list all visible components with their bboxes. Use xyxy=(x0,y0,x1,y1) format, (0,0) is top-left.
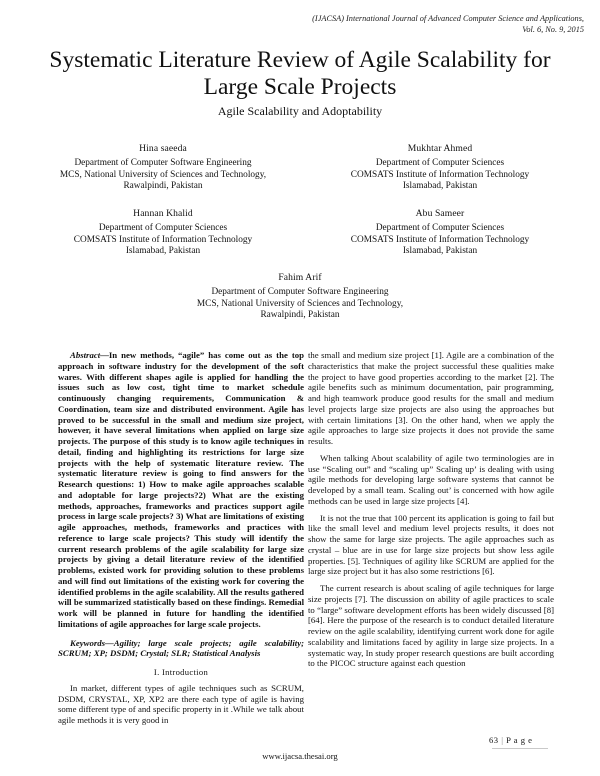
author-block xyxy=(322,208,558,257)
author-name: Abu Sameer xyxy=(415,208,465,219)
author-block xyxy=(45,208,281,257)
author-institution: MCS, National University of Sciences and Technology, xyxy=(59,169,267,180)
author-department: Department of Computer Sciences xyxy=(375,158,505,169)
body-paragraph: The current research is about scaling of agile techniques for large size projects [7]. The discussion on ability of agile practices to scale to “large” software development efforts has been widely discussed [8][64]. Here the purpose of the research is to conduct detailed literature review on the agile scalability, identifying current work done for agile scalability and limitations faced by agility in large size projects. In a systematic way, In study proper research questions are built according to the PICOC structure against each question xyxy=(308,583,554,669)
author-block xyxy=(150,272,450,321)
page-number xyxy=(489,735,532,745)
author-department: Department of Computer Software Engineering xyxy=(74,158,252,169)
journal-name: (IJACSA) International Journal of Advanced Computer Science and Applications, xyxy=(312,14,584,23)
author-institution: COMSATS Institute of Information Technology xyxy=(73,234,253,245)
abstract xyxy=(58,350,304,630)
page-separator: | xyxy=(501,735,504,745)
author-name: Hina saeeda xyxy=(139,143,187,154)
author-name: Fahim Arif xyxy=(278,272,322,283)
section-heading: I. Introduction xyxy=(153,667,209,677)
author-name: Hannan Khalid xyxy=(133,208,193,219)
author-department: Department of Computer Sciences xyxy=(375,223,505,234)
author-institution: COMSATS Institute of Information Technology xyxy=(350,169,530,180)
author-institution: MCS, National University of Sciences and Technology, xyxy=(196,298,404,309)
journal-url: www.ijacsa.thesai.org xyxy=(262,751,338,761)
paper-subtitle: Agile Scalability and Adoptability xyxy=(217,104,383,118)
author-block xyxy=(322,143,558,192)
page-word: P a g e xyxy=(506,735,533,745)
author-location: Rawalpindi, Pakistan xyxy=(260,309,340,320)
journal-header xyxy=(312,14,584,35)
intro-paragraph: In market, different types of agile techniques such as SCRUM, DSDM, CRYSTAL, XP, XP2 are there each type of agile is having some different type of and specific property in it .While we talk about agile methods it is very good in xyxy=(58,682,304,725)
author-block xyxy=(45,143,281,192)
footer-rule xyxy=(492,748,548,749)
left-column xyxy=(58,350,304,732)
body-paragraph: the small and medium size project [1]. Agile are a combination of the characteristics that make the project successful these qualities make the project to have good properties according to the market [2]. The agile benefits such as minimum documentation, pair programming, and high teamwork produce good results for the small and medium level projects large size projects are also using the approaches but with certain limitations [3]. On the other hand, when we apply the agile approaches to large size projects it does not provide the same results. xyxy=(308,350,554,446)
abstract-label: Abstract xyxy=(70,350,101,360)
author-location: Islamabad, Pakistan xyxy=(402,180,478,191)
author-name: Mukhtar Ahmed xyxy=(407,143,473,154)
journal-volume: Vol. 6, No. 9, 2015 xyxy=(522,24,584,34)
abstract-text: —In new methods, “agile” has come out as the top approach in software industry for the development of the soft wares. With different shapes agile is applied for handling the issues such as low cost, tight time to market schedule continuously changing requirements, Communication & Coordination, team size and distributed environment. Agile has proved to be successful in the small and medium size project, however, it have several limitations when applied on large size projects. The purpose of this study is to know agile techniques in detail, finding and highlighting its restrictions for large size projects with the help of systematic literature review. The systematic literature review is going to find answers for the Research questions: 1) How to make agile approaches scalable and adoptable for large projects?2) What are the existing methods, approaches, frameworks and practices support agile process in large scale projects? 3) What are limitations of existing agile approaches, methods, frameworks and practices with reference to large scale projects? This study will identify the current research problems of the agile scalability for large size projects by giving a detail literature review of the identified problems, existed work for providing solution to these problems and will find out limitations of the existing work for covering the identified problems in the agile scalability. All the results gathered will be summarized statistically based on these findings. Remedial work will be planned in future for handling the identified limitations of agile approaches for large scale projects. xyxy=(58,350,304,629)
body-paragraph: It is not the true that 100 percent its application is going to fail but like the small level and medium level projects results, it does not show the same for large size projects. The agile approaches such as crystal – blue are in use for large size projects but show less agile properties. [5]. Techniques of agility like SCRUM are applied for the large size project but it has also some restrictions [6]. xyxy=(308,512,554,577)
keywords xyxy=(58,638,304,660)
author-location: Islamabad, Pakistan xyxy=(402,245,478,256)
paper-title: Systematic Literature Review of Agile Scalability for Large Scale Projects xyxy=(49,47,551,100)
author-department: Department of Computer Software Engineering xyxy=(211,287,389,298)
body-paragraph: When talking About scalability of agile two terminologies are in use “Scaling out” and “scaling up” Scaling up’ is dealing with using agile methods for developing large software systems that cannot be developed by a small team. Scaling out’ is concerned with how agile methods can be used in large size projects [4]. xyxy=(308,452,554,506)
keywords-text: —Agility; large scale projects; agile scalability; SCRUM; XP; DSDM; Crystal; SLR; Statistical Analysis xyxy=(58,637,304,659)
author-department: Department of Computer Sciences xyxy=(98,223,228,234)
author-location: Islamabad, Pakistan xyxy=(125,245,201,256)
author-location: Rawalpindi, Pakistan xyxy=(123,180,203,191)
right-column xyxy=(308,350,554,675)
page-number-value: 63 xyxy=(489,735,499,745)
keywords-label: Keywords xyxy=(70,637,105,648)
author-institution: COMSATS Institute of Information Technology xyxy=(350,234,530,245)
